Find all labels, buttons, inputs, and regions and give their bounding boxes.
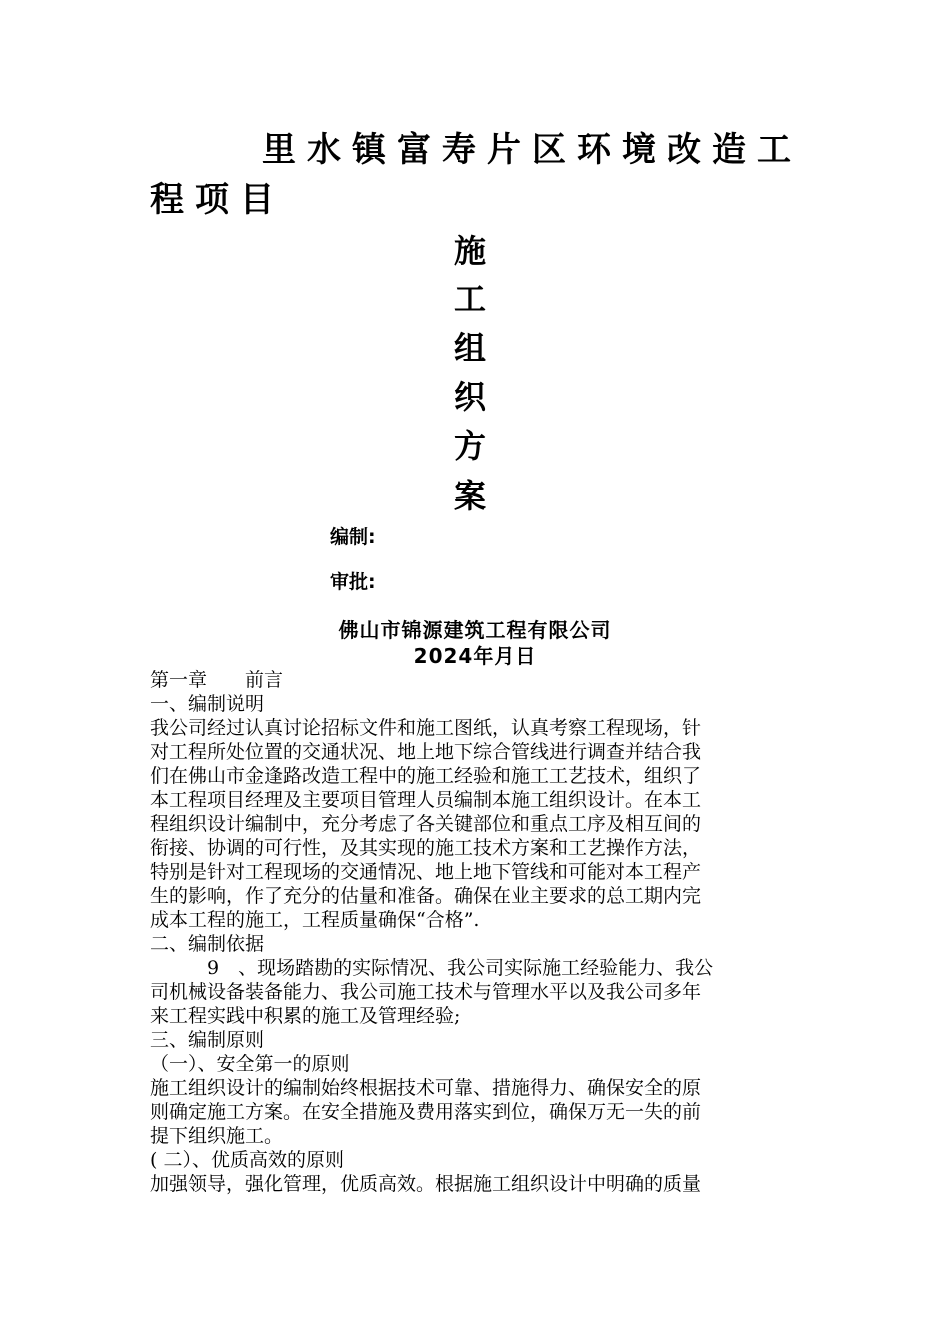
company-name: 佛山市锦源建筑工程有限公司 [338, 618, 612, 642]
chapter-heading: 第一章 前言 [150, 669, 284, 691]
paragraph-line: 则确定施工方案。在安全措施及费用落实到位，确保万无一失的前 [150, 1101, 702, 1123]
vertical-title-char: 方 [453, 427, 486, 465]
paragraph-line: 9 、现场踏勘的实际情况、我公司实际施工经验能力、我公 [150, 957, 714, 979]
vertical-title-char: 施 [453, 232, 486, 270]
paragraph-line: 加强领导，强化管理，优质高效。根据施工组织设计中明确的质量 [150, 1173, 702, 1195]
section-heading: 一、编制说明 [150, 693, 265, 715]
cover-title-line-1: 里水镇富寿片区环境改造工 [262, 130, 802, 170]
paragraph-line: 对工程所处位置的交通状况、地上地下综合管线进行调查并结合我 [150, 741, 702, 763]
vertical-title-char: 组 [453, 329, 486, 367]
vertical-title-char: 案 [453, 477, 486, 515]
section-heading: 三、编制原则 [150, 1029, 265, 1051]
paragraph-line: 我公司经过认真讨论招标文件和施工图纸，认真考察工程现场，针 [150, 717, 702, 739]
paragraph-line: 司机械设备装备能力、我公司施工技术与管理水平以及我公司多年 [150, 981, 702, 1003]
subsection-heading: ( 二）、优质高效的原则 [150, 1149, 344, 1171]
subsection-heading: （一）、安全第一的原则 [150, 1053, 350, 1075]
paragraph-line: 本工程项目经理及主要项目管理人员编制本施工组织设计。在本工 [150, 789, 702, 811]
paragraph-line: 生的影响，作了充分的估量和准备。确保在业主要求的总工期内完 [150, 885, 702, 907]
paragraph-line: 衔接、协调的可行性，及其实现的施工技术方案和工艺操作方法， [150, 837, 702, 859]
cover-title-line-2: 程项目 [150, 180, 285, 220]
paragraph-line: 施工组织设计的编制始终根据技术可靠、措施得力、确保安全的原 [150, 1077, 702, 1099]
paragraph-line: 们在佛山市金逢路改造工程中的施工经验和施工工艺技术，组织了 [150, 765, 702, 787]
paragraph-line: 来工程实践中积累的施工及管理经验; [150, 1005, 461, 1027]
paragraph-line: 提下组织施工。 [150, 1125, 284, 1147]
paragraph-line: 特别是针对工程现场的交通情况、地上地下管线和可能对本工程产 [150, 861, 702, 883]
section-heading: 二、编制依据 [150, 933, 265, 955]
compiled-by-label: 编制: [330, 526, 376, 548]
vertical-title-char: 工 [453, 280, 486, 318]
paragraph-line: 程组织设计编制中，充分考虑了各关键部位和重点工序及相互间的 [150, 813, 702, 835]
approved-by-label: 审批: [330, 571, 376, 593]
cover-date: 2024年月日 [413, 644, 537, 668]
paragraph-line: 成本工程的施工，工程质量确保“合格”. [150, 909, 480, 931]
vertical-title-char: 织 [453, 378, 486, 416]
